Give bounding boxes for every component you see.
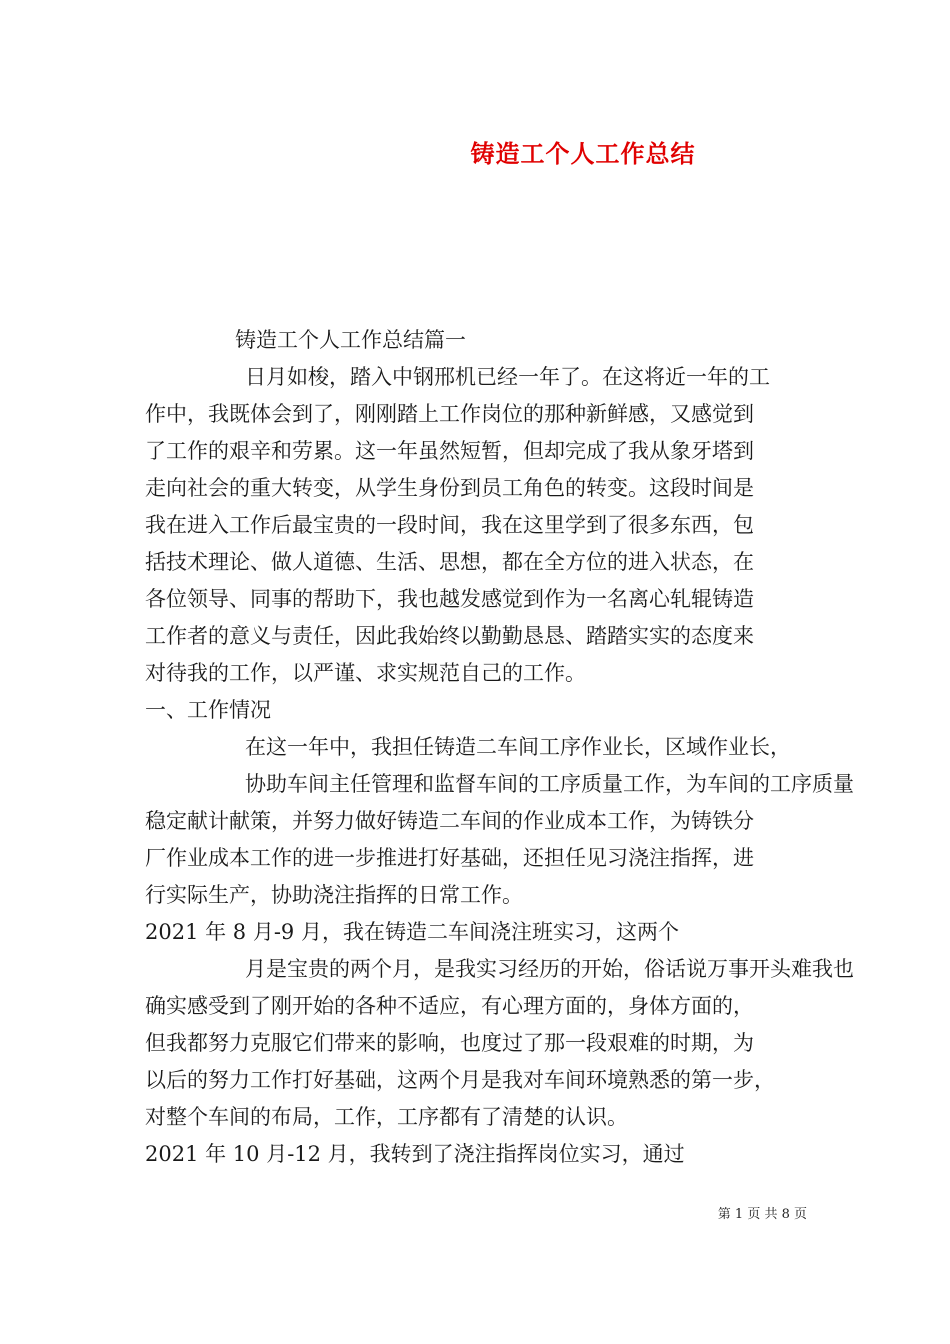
paragraph-line: 协助车间主任管理和监督车间的工序质量工作，为车间的工序质量 xyxy=(245,772,854,796)
subsection-heading: 在这一年中，我担任铸造二车间工序作业长，区域作业长， xyxy=(245,735,791,759)
document-body xyxy=(145,322,854,1210)
paragraph-line: 月是宝贵的两个月，是我实习经历的开始，俗话说万事开头难我也 xyxy=(245,957,854,981)
paragraph-line: 走向社会的重大转变，从学生身份到员工角色的转变。这段时间是 xyxy=(145,476,754,500)
paragraph-line: 了工作的艰辛和劳累。这一年虽然短暂，但却完成了我从象牙塔到 xyxy=(145,439,754,463)
section-heading: 铸造工个人工作总结篇一 xyxy=(235,328,466,352)
paragraph-line: 行实际生产，协助浇注指挥的日常工作。 xyxy=(145,883,523,907)
paragraph-line: 确实感受到了刚开始的各种不适应，有心理方面的，身体方面的， xyxy=(145,994,754,1018)
paragraph-line: 我在进入工作后最宝贵的一段时间，我在这里学到了很多东西，包 xyxy=(145,513,754,537)
page-number: 第 1 页 共 8 页 xyxy=(717,1207,807,1222)
paragraph-line: 作中，我既体会到了，刚刚踏上工作岗位的那种新鲜感，又感觉到 xyxy=(145,402,754,426)
paragraph-line: 括技术理论、做人道德、生活、思想，都在全方位的进入状态，在 xyxy=(145,550,754,574)
paragraph-line: 稳定献计献策，并努力做好铸造二车间的作业成本工作，为铸铁分 xyxy=(145,809,754,833)
paragraph-line: 2021 年 10 月-12 月，我转到了浇注指挥岗位实习，通过 xyxy=(145,1142,685,1166)
paragraph-line: 厂作业成本工作的进一步推进打好基础，还担任见习浇注指挥，进 xyxy=(145,846,754,870)
paragraph-line: 各位领导、同事的帮助下，我也越发感觉到作为一名离心轧辊铸造 xyxy=(145,587,754,611)
paragraph-line: 2021 年 8 月-9 月，我在铸造二车间浇注班实习，这两个 xyxy=(145,920,679,944)
document-title: 铸造工个人工作总结 xyxy=(470,140,696,168)
paragraph-line xyxy=(145,1173,807,1210)
paragraph-line: 一、工作情况 xyxy=(145,698,271,722)
paragraph-line: 对待我的工作，以严谨、求实规范自己的工作。 xyxy=(145,661,586,685)
paragraph-line: 以后的努力工作打好基础，这两个月是我对车间环境熟悉的第一步， xyxy=(145,1068,775,1092)
paragraph-line: 对整个车间的布局，工作，工序都有了清楚的认识。 xyxy=(145,1105,628,1129)
paragraph-line: 但我都努力克服它们带来的影响，也度过了那一段艰难的时期，为 xyxy=(145,1031,754,1055)
paragraph-line: 工作者的意义与责任，因此我始终以勤勤恳恳、踏踏实实的态度来 xyxy=(145,624,754,648)
paragraph-line: 日月如梭，踏入中钢邢机已经一年了。在这将近一年的工 xyxy=(245,365,770,389)
